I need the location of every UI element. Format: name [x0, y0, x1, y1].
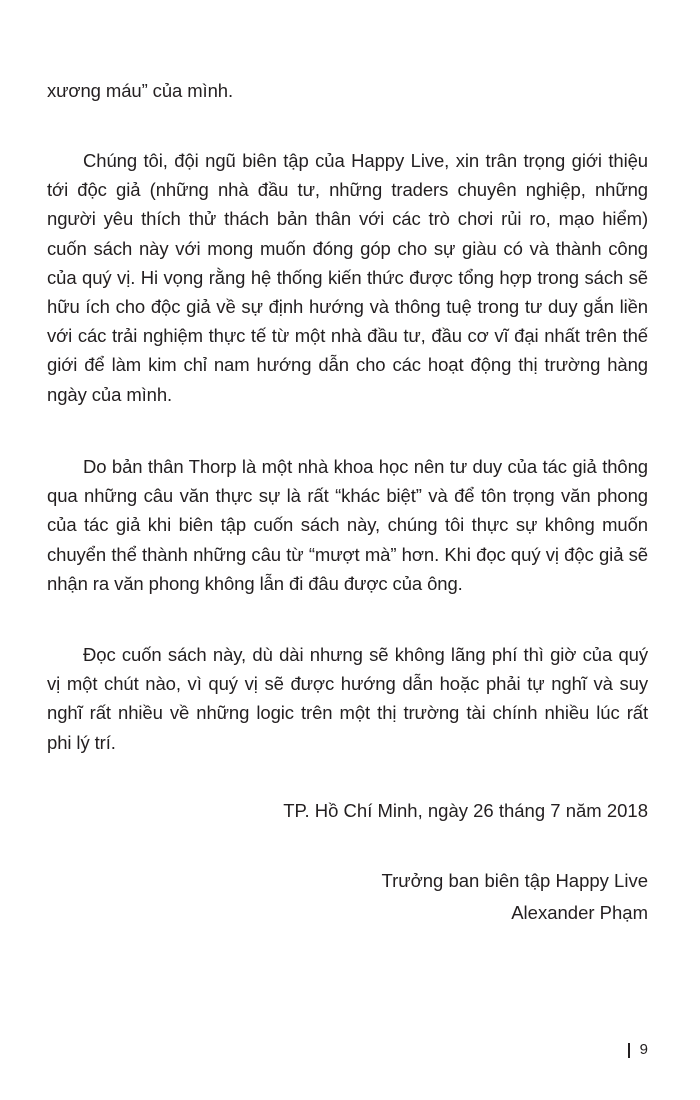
page-number-value: 9 — [639, 1041, 648, 1058]
paragraph-introduction: Chúng tôi, đội ngũ biên tập của Happy Live, xin trân trọng giới thiệu tới độc giả (những nhà đầu tư, những traders chuyên nghiệp, những người yêu thích thử thách bản thân với các trò chơi rủi ro, mạo hiểm) cuốn sách này với mong muốn đóng góp cho sự giàu có và thành công của quý vị. Hi vọng rằng hệ thống kiến thức được tổng hợp trong sách sẽ hữu ích cho độc giả về sự định hướng và thông tuệ trong tư duy gắn liền với các trải nghiệm thực tế từ một nhà đầu tư, đầu cơ vĩ đại nhất trên thế giới để làm kim chỉ nam hướng dẫn cho các hoạt động thị trường hàng ngày của mình. — [47, 150, 648, 405]
date-line: TP. Hồ Chí Minh, ngày 26 tháng 7 năm 2018 — [283, 800, 648, 821]
paragraph-continuation: xương máu” của mình. — [47, 80, 234, 101]
paragraph-writing-style: Do bản thân Thorp là một nhà khoa học nên tư duy của tác giả thông qua những câu văn thực sự là rất “khác biệt” và để tôn trọng văn phong của tác giả khi biên tập cuốn sách này, chúng tôi thực sự không muốn chuyển thể thành những câu từ “mượt mà” hơn. Khi đọc quý vị độc giả sẽ nhận ra văn phong không lẫn đi đâu được của ông. — [47, 456, 648, 594]
page-number — [628, 1040, 648, 1060]
signature-title: Trưởng ban biên tập Happy Live — [381, 870, 648, 891]
signature-name: Alexander Phạm — [511, 902, 648, 923]
paragraph-closing: Đọc cuốn sách này, dù dài nhưng sẽ không lãng phí thì giờ của quý vị một chút nào, vì quý vị sẽ được hướng dẫn hoặc phải tự nghĩ và suy nghĩ rất nhiều về những logic trên một thị trường tài chính nhiều lúc rất phi lý trí. — [47, 644, 648, 753]
page-number-divider — [628, 1043, 630, 1058]
